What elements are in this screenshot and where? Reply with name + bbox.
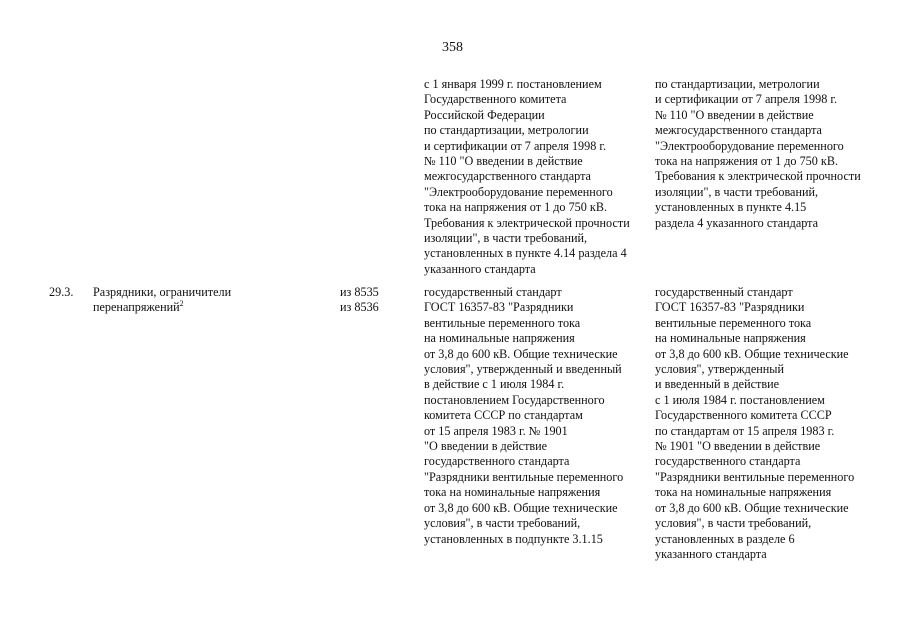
- tn-ved-codes: из 8535 из 8536: [340, 285, 379, 315]
- page-number: 358: [442, 40, 463, 55]
- row-number: 29.3.: [49, 285, 74, 299]
- standard-text-column-5: государственный стандарт ГОСТ 16357-83 "Разрядники вентильные переменного тока на номинальные напряжения от 3,8 до 600 кВ. Общие технические условия", утвержденный и введенный в действие с 1 июля 1984 г. постановлением Государственного комитета СССР по стандартам от 15 апреля 1983 г. № 1901 "О введении в действие государственного стандарта "Разрядники вентильные переменного тока на номинальные напряжения от 3,8 до 600 кВ. Общие технические условия", в части требований, установленных в разделе 6 указанного стандарта: [655, 285, 855, 561]
- standard-text-column-4: с 1 января 1999 г. постановлением Государственного комитета Российской Федерации по стандартизации, метрологии и сертификации от 7 апреля 1998 г. № 110 "О введении в действие межгосударственного стандарта "Электрооборудование переменного тока на напряжения от 1 до 750 кВ. Требования к электрической прочности изоляции", в части требований, установленных в пункте 4.14 раздела 4 указанного стандарта: [424, 77, 630, 276]
- standard-text-column-4: государственный стандарт ГОСТ 16357-83 "Разрядники вентильные переменного тока на номинальные напряжения от 3,8 до 600 кВ. Общие технические условия", утвержденный и введенный в действие с 1 июля 1984 г. постановлением Государственного комитета СССР по стандартам от 15 апреля 1983 г. № 1901 "О введении в действие государственного стандарта "Разрядники вентильные переменного тока на номинальные напряжения от 3,8 до 600 кВ. Общие технические условия", в части требований, установленных в подпункте 3.1.15: [424, 285, 624, 546]
- product-name: [93, 285, 231, 316]
- product-name-text: Разрядники, ограничители перенапряжений: [93, 285, 232, 315]
- footnote-marker: 2: [179, 299, 184, 309]
- standard-text-column-5: по стандартизации, метрологии и сертификации от 7 апреля 1998 г. № 110 "О введении в действие межгосударственного стандарта "Электрооборудование переменного тока на напряжения от 1 до 750 кВ. Требования к электрической прочности изоляции", в части требований, установленных в пункте 4.15 раздела 4 указанного стандарта: [655, 77, 861, 230]
